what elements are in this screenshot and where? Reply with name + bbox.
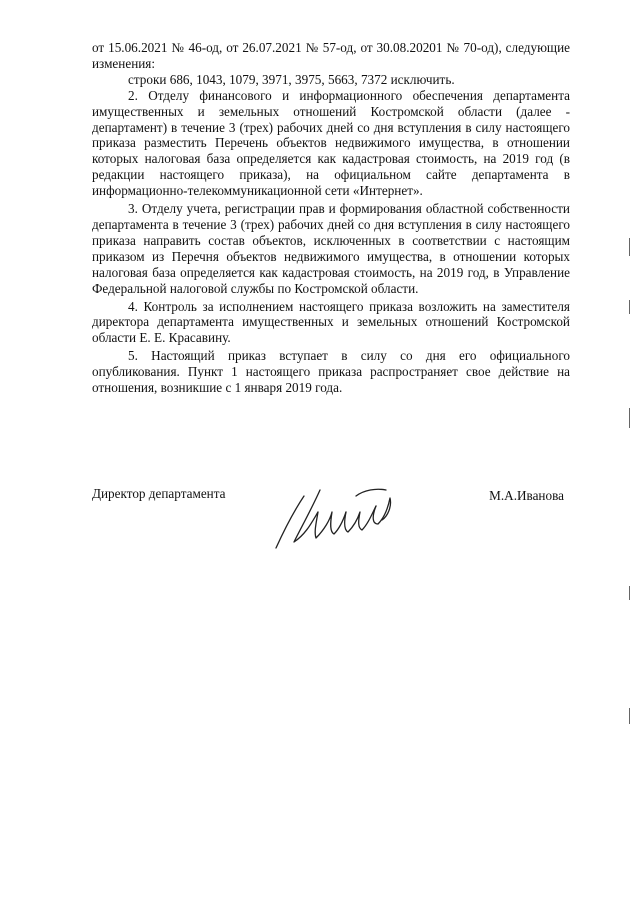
paragraph-5: 5. Настоящий приказ вступает в силу со дня его официального опубликования. Пункт 1 настоящего приказа распространяет свое действие на отношения, возникшие с 1 января 2019 года.	[92, 348, 570, 396]
document-body	[92, 40, 570, 396]
scan-mark	[629, 586, 630, 600]
paragraph-2: 2. Отделу финансового и информационного обеспечения департамента имущественных и земельных отношений Костромской области (далее - департамент) в течение 3 (трех) рабочих дней со дня вступления в силу настоящего приказа разместить Перечень объектов недвижимого имущества, в отношении которых налоговая база определяется как кадастровая стоимость, на 2019 год (в редакции настоящего приказа), на официальном сайте департамента в информационно-телекоммуникационной сети «Интернет».	[92, 87, 570, 199]
paragraph-intro: от 15.06.2021 № 46-од, от 26.07.2021 № 57-од, от 30.08.20201 № 70-од), следующие изменения:	[92, 40, 570, 71]
paragraph-excluded-rows: строки 686, 1043, 1079, 3971, 3975, 5663, 7372 исключить.	[128, 71, 455, 87]
handwritten-signature	[260, 468, 410, 558]
scan-edge-artifact	[626, 0, 640, 905]
signatory-name: М.А.Иванова	[489, 488, 564, 503]
paragraph-4: 4. Контроль за исполнением настоящего приказа возложить на заместителя директора департамента имущественных и земельных отношений Костромской области Е. Е. Красавину.	[92, 298, 570, 346]
signatory-title: Директор департамента	[92, 486, 226, 501]
scan-mark	[629, 238, 630, 256]
paragraph-3: 3. Отделу учета, регистрации прав и формирования областной собственности департамента в течение 3 (трех) рабочих дней со дня вступления в силу настоящего приказа направить состав объектов, исключенных в соответствии с настоящим приказом из Перечня объектов недвижимого имущества, в отношении которых налоговая база определяется как кадастровая стоимость, на 2019 год, в Управление Федеральной налоговой службы по Костромской области.	[92, 201, 570, 296]
scan-mark	[629, 408, 630, 428]
scan-mark	[629, 708, 630, 724]
scan-mark	[629, 300, 630, 314]
